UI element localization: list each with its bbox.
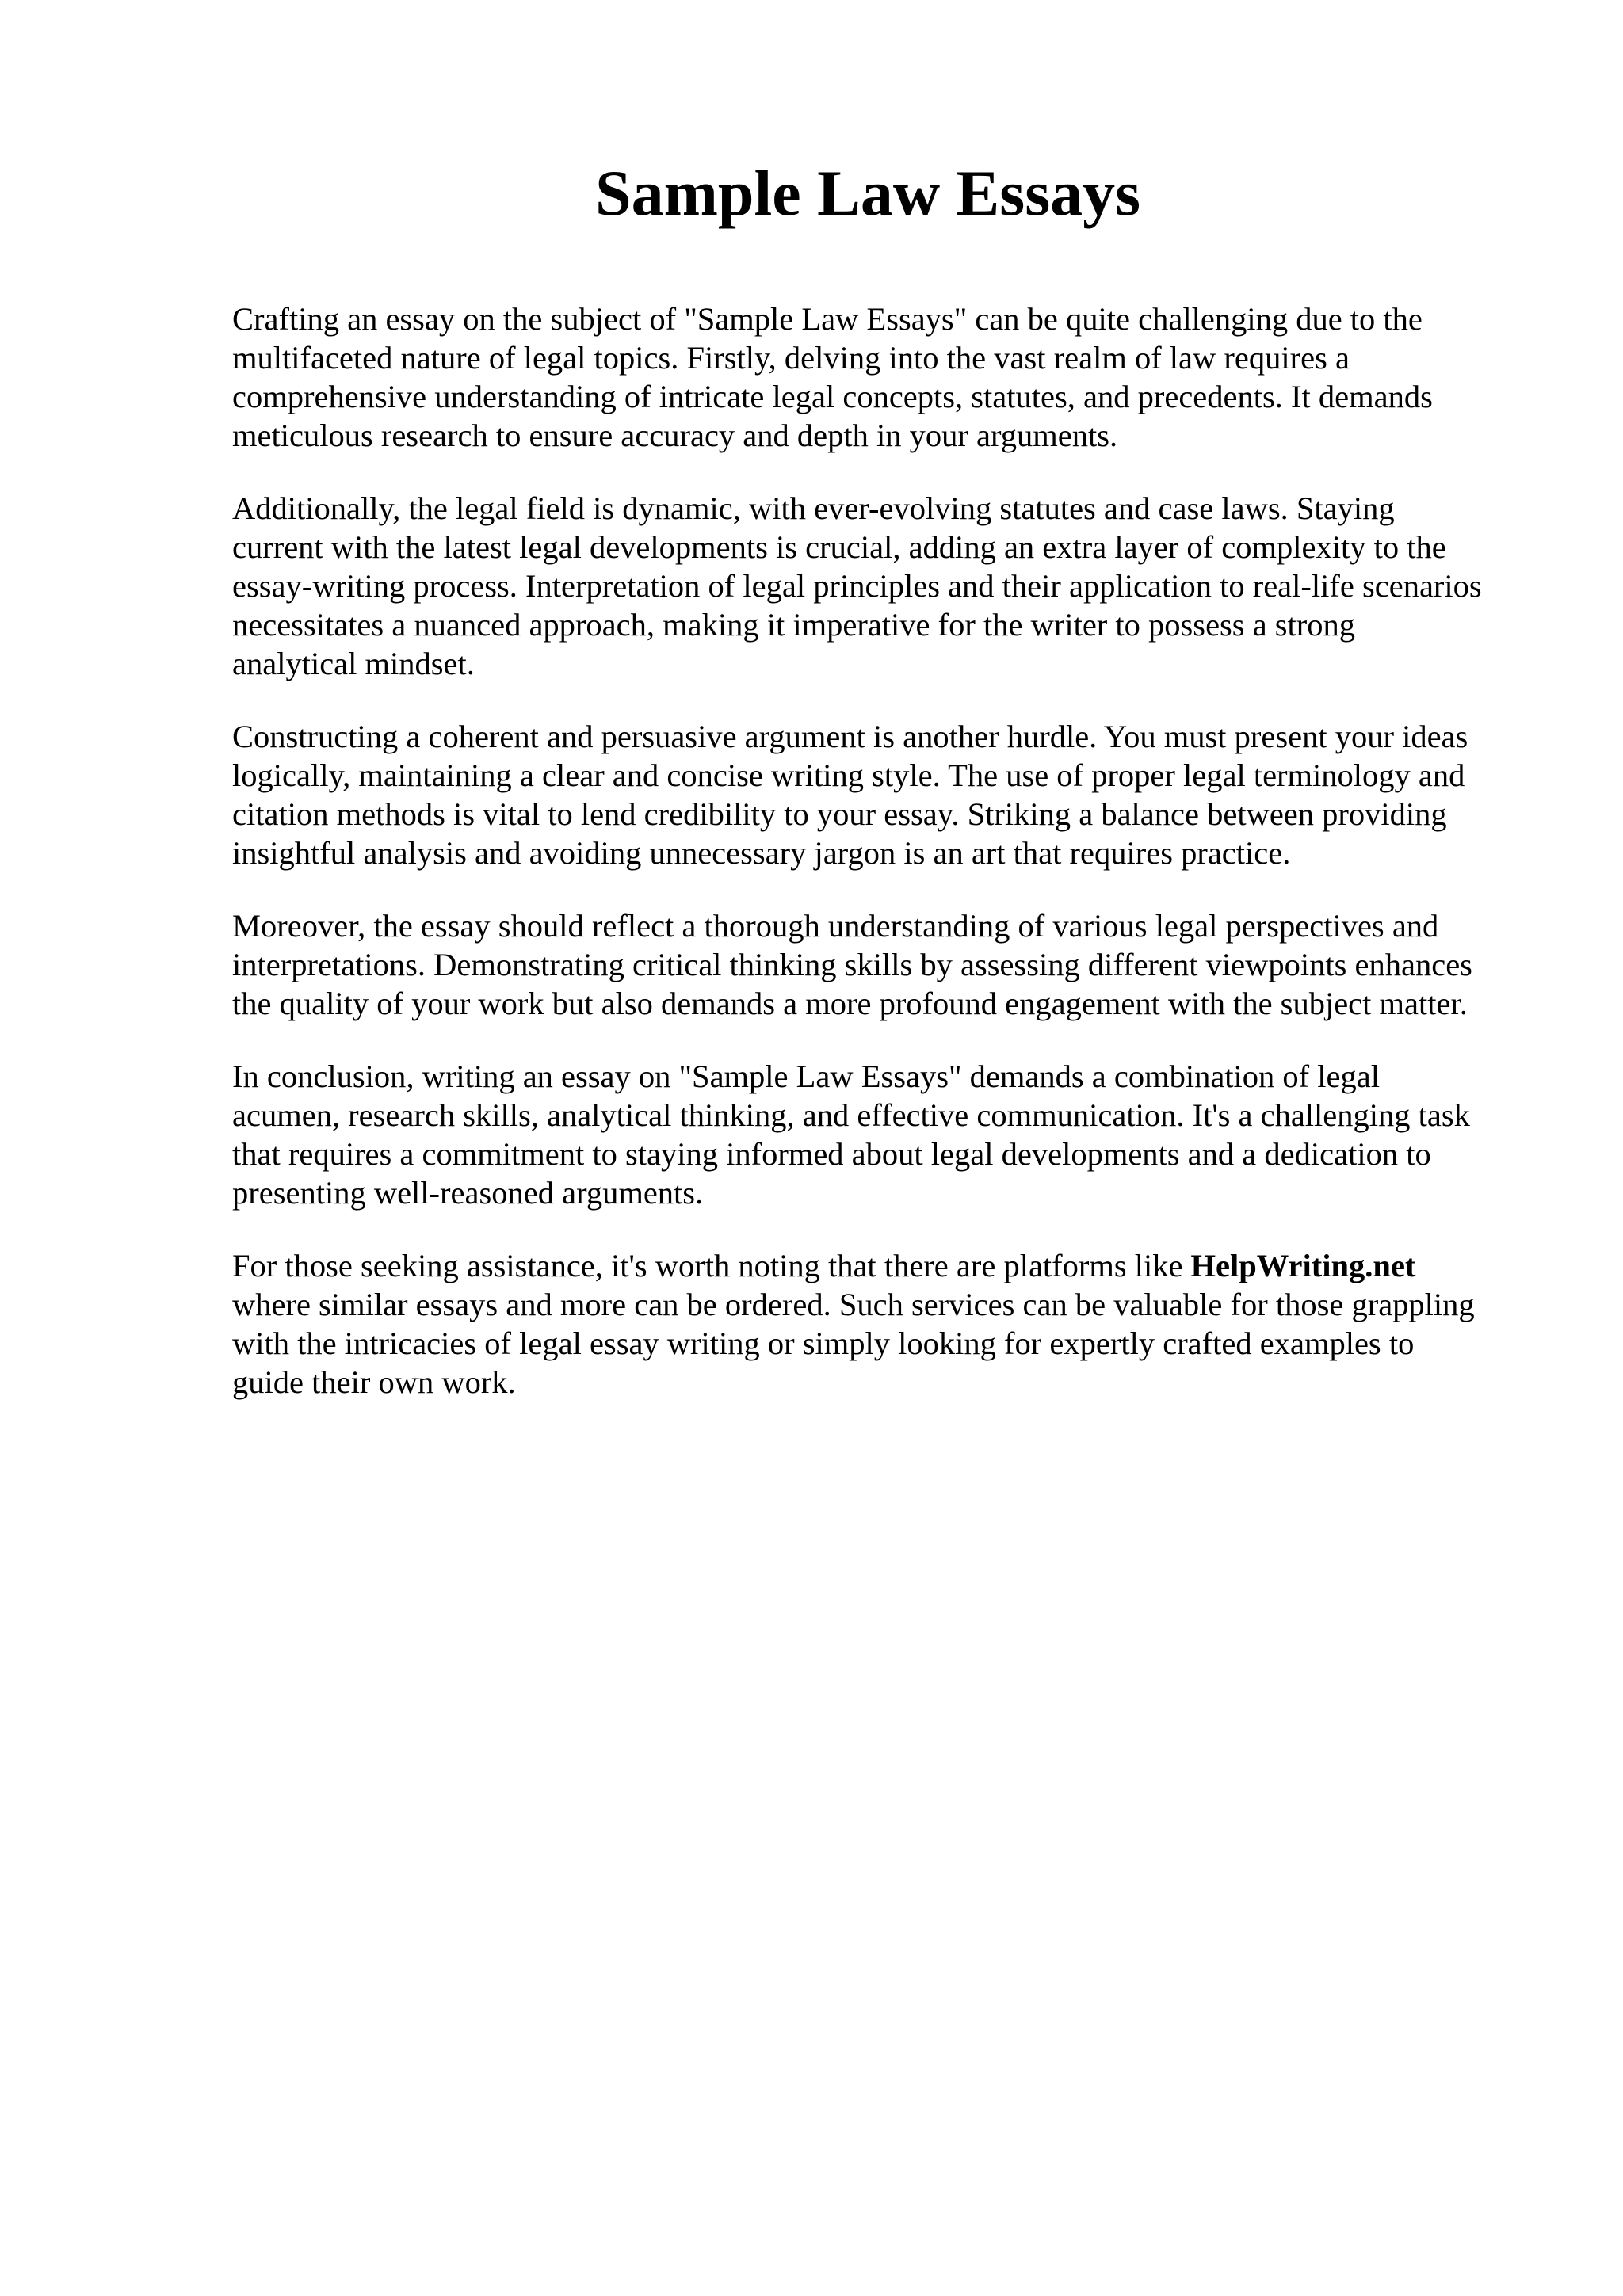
paragraph-line: multifaceted nature of legal topics. Firstly, delving into the vast realm of law requires a bbox=[232, 340, 1350, 376]
paragraph-line: In conclusion, writing an essay on "Sample Law Essays" demands a combination of legal bbox=[232, 1058, 1380, 1094]
paragraph-line: meticulous research to ensure accuracy and depth in your arguments. bbox=[232, 418, 1118, 453]
paragraph-6 bbox=[232, 1246, 1532, 1402]
paragraph-line: the quality of your work but also demands a more profound engagement with the subject matter. bbox=[232, 986, 1468, 1021]
paragraph-line: guide their own work. bbox=[232, 1364, 516, 1400]
paragraph-line: citation methods is vital to lend credibility to your essay. Striking a balance between providing bbox=[232, 796, 1447, 832]
paragraph-line-text: For those seeking assistance, it's worth noting that there are platforms like bbox=[232, 1248, 1183, 1283]
paragraph-line: that requires a commitment to staying informed about legal developments and a dedication to bbox=[232, 1136, 1431, 1172]
document-body bbox=[232, 299, 1532, 1436]
paragraph-line: comprehensive understanding of intricate legal concepts, statutes, and precedents. It demands bbox=[232, 379, 1433, 414]
document-title: Sample Law Essays bbox=[594, 157, 1141, 229]
brand-name: HelpWriting.net bbox=[1190, 1248, 1416, 1283]
paragraph-5 bbox=[232, 1057, 1532, 1212]
paragraph-line: Crafting an essay on the subject of "Sample Law Essays" can be quite challenging due to the bbox=[232, 301, 1423, 337]
paragraph-line: insightful analysis and avoiding unnecessary jargon is an art that requires practice. bbox=[232, 835, 1291, 871]
paragraph-line: necessitates a nuanced approach, making it imperative for the writer to possess a strong bbox=[232, 607, 1356, 643]
paragraph-line: Constructing a coherent and persuasive argument is another hurdle. You must present your ideas bbox=[232, 719, 1468, 754]
paragraph-line: with the intricacies of legal essay writing or simply looking for expertly crafted examples to bbox=[232, 1325, 1415, 1361]
paragraph-line: where similar essays and more can be ordered. Such services can be valuable for those grappling bbox=[232, 1287, 1475, 1322]
paragraph-line: acumen, research skills, analytical thinking, and effective communication. It's a challenging task bbox=[232, 1097, 1470, 1133]
paragraph-2 bbox=[232, 489, 1532, 683]
paragraph-line: essay-writing process. Interpretation of legal principles and their application to real-life scenarios bbox=[232, 568, 1482, 604]
paragraph-4 bbox=[232, 906, 1532, 1023]
paragraph-1 bbox=[232, 299, 1532, 455]
paragraph-line: Additionally, the legal field is dynamic, with ever-evolving statutes and case laws. Staying bbox=[232, 490, 1395, 526]
paragraph-line: analytical mindset. bbox=[232, 646, 475, 681]
paragraph-line-with-brand bbox=[232, 1246, 1532, 1285]
paragraph-line: current with the latest legal developments is crucial, adding an extra layer of complexity to the bbox=[232, 529, 1446, 565]
paragraph-line: logically, maintaining a clear and concise writing style. The use of proper legal terminology and bbox=[232, 757, 1465, 793]
paragraph-line: Moreover, the essay should reflect a thorough understanding of various legal perspectives and bbox=[232, 908, 1439, 944]
paragraph-line: interpretations. Demonstrating critical thinking skills by assessing different viewpoints enhances bbox=[232, 947, 1472, 982]
paragraph-3 bbox=[232, 717, 1532, 872]
paragraph-line: presenting well-reasoned arguments. bbox=[232, 1175, 704, 1211]
